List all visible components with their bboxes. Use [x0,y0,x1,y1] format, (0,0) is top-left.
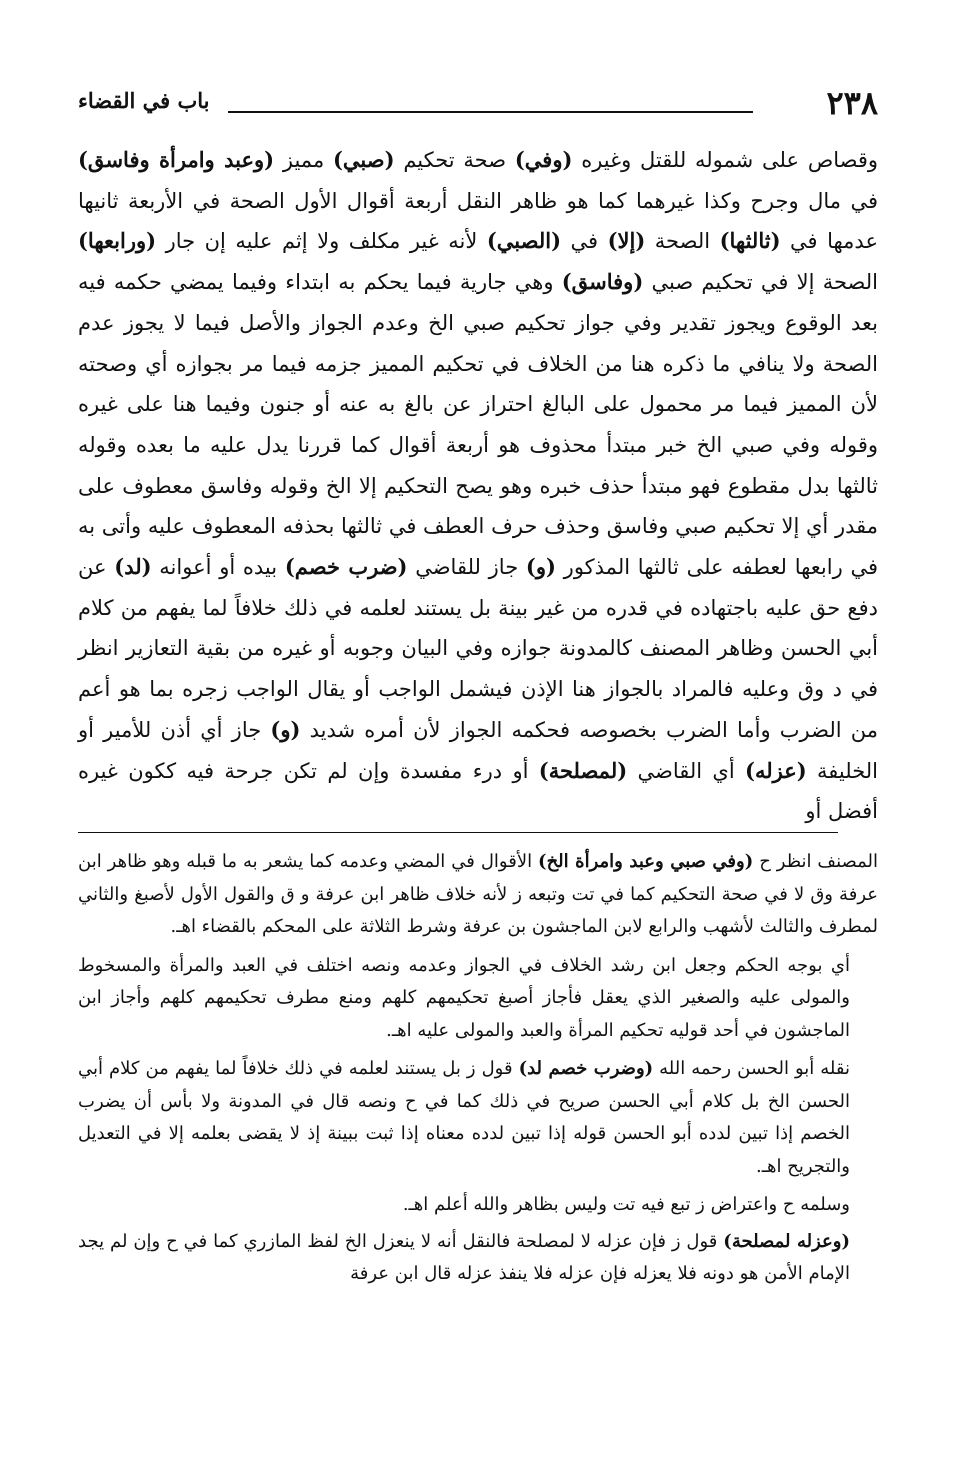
footnote-separator [78,832,838,833]
bold-term: (ورابعها) [78,228,157,254]
bold-term: (وفاسق) [561,269,644,295]
bold-term: (ضرب خصم) [284,554,408,580]
text-span: الأقوال في المضي وعدمه كما يشعر به ما قبله وهو ظاهر ابن عرفة وق لا في صحة التحكيم كما في تت وتبعه ز لأنه خلاف ظاهر ابن عرفة و ق والقول الأول لأصبغ والثاني لمطرف والثالث لأشهب والرابع لابن الماجشون بن عرفة وشرط الثلاثة على المحكم بالقضاء اهـ. [78,851,878,937]
text-span: الصحة [645,229,720,254]
bold-term: (لد) [114,554,152,580]
text-span: عن دفع حق عليه باجتهاده في قدره من غير بينة بل يستند لعلمه في ذلك خلافاً لما يفهم من كلام أبي الحسن وظاهر المصنف كالمدونة جوازه وفي البيان وجوبه أو غيره من بقية التعازير انظر في د وق وعليه فالمراد بالجواز هنا الإذن فيشمل الواجب أو يقال الواجب زجره بما هو أعم من الضرب وأما الضرب بخصوصه فحكمه الجواز لأن أمره شديد [78,555,878,742]
footnote-paragraph [78,846,878,944]
footnote-paragraph [78,1226,878,1291]
main-text [78,140,878,832]
main-paragraph [78,140,878,832]
footnote-paragraph: أي بوجه الحكم وجعل ابن رشد الخلاف في الجواز وعدمه ونصه اختلف في العبد والمرأة والمسخوط والمولى عليه والصغير الذي يعقل فأجاز أصبغ تحكيمهم كلهم ومنع مطرف تحكيمهم كلهم وأجاز ابن الماجشون في أحد قوليه تحكيم المرأة والعبد والمولى عليه اهـ. [78,954,850,1041]
text-span: في مال وجرح وكذا غيرهما كما هو ظاهر النقل أربعة أقوال الأول الصحة في الأربعة ثانيها عدمها في [78,188,878,254]
text-span: وقصاص على شموله للقتل وغيره [572,148,878,172]
bold-term: (ثالثها) [719,228,781,254]
text-span: نقله أبو الحسن رحمه الله [653,1058,850,1079]
running-header [78,78,878,126]
bold-term: (وفي) [514,147,573,172]
chapter-title: باب في القضاء [78,88,210,113]
text-span: في [561,229,608,254]
text-span: الصحة إلا في تحكيم صبي [643,270,878,295]
text-span: المصنف انظر ح [753,851,879,872]
text-span: قول ز بل يستند لعلمه في ذلك خلافاً لما يفهم من كلام أبي الحسن الخ بل كلام أبي الحسن صريح في ذلك كما في ح ونصه قال في المدونة ولا بأس أن يضرب الخصم إذا تبين لدده أبو الحسن قوله إذا تبين لدده معناه إذا ثبت ببينة إذ لا يقضى بعلمه إلا في التعديل والتجريح اهـ. [78,1058,850,1177]
bold-term: (الصبي) [486,228,562,254]
bold-term: (عزله) [745,757,807,783]
footnote-paragraph: وسلمه ح واعتراض ز تبع فيه تت وليس بظاهر والله أعلم اهـ. [402,1194,850,1215]
bold-term: (و) [525,554,556,580]
text-span: أي القاضي [627,758,746,783]
text-span: قول ز فإن عزله لا لمصلحة فالنقل أنه لا ينعزل الخ لفظ المازري كما في ح وإن لم يجد الإمام الأمن هو دونه فلا يعزله فإن عزله فلا ينفذ عزله قال ابن عرفة [78,1230,850,1284]
text-span: صحة تحكيم [394,148,515,172]
footnote-paragraph [78,1053,878,1183]
text-span: جاز أي أذن للأمير أو الخليفة [78,717,878,783]
text-span: لأنه غير مكلف ولا إثم عليه إن جار [156,229,487,254]
bold-term: (لمصلحة) [538,757,628,783]
bold-term: (وعبد وامرأة وفاسق) [78,147,275,172]
bold-term: (إلا) [607,228,646,254]
text-span: أو درء مفسدة وإن لم تكن جرحة فيه ككون غيره أفضل أو [78,758,878,824]
footnotes [78,846,878,1297]
text-span: جاز للقاضي [407,555,526,580]
bold-term: (وفي صبي وعبد وامرأة الخ) [538,851,754,872]
text-span: وهي جارية فيما يحكم به ابتداء وفيما يمضي حكمه فيه بعد الوقوع ويجوز تقدير وفي جواز تحكيم صبي الخ وعدم الجواز والأصل فيما لا يجوز عدم الصحة ولا ينافي ما ذكره هنا من الخلاف في تحكيم المميز جزمه فيما مر بجوازه أي وصحته لأن المميز فيما مر محمول على البالغ احتراز عن بالغ به عنه أو جنون وفيما هنا على غيره وقوله وفي صبي الخ خبر مبتدأ محذوف هو أربعة أقوال كما قررنا يدل عليه ما بعده وقوله ثالثها بدل مقطوع فهو مبتدأ حذف خبره وهو يصح التحكيم إلا الخ وقوله وفاسق معطوف على مقدر أي إلا تحكيم صبي وفاسق وحذف حرف العطف في ثالثها بحذفه المعطوف عليه وأتى به في رابعها لعطفه على ثالثها المذكور [78,270,879,580]
header-rule [228,111,753,113]
page-number: ٢٣٨ [826,84,878,122]
bold-term: (صبي) [332,147,395,172]
bold-term: (وعزله لمصلحة) [723,1230,850,1252]
bold-term: (وضرب خصم لد) [518,1058,654,1079]
text-span: بيده أو أعوانه [151,555,285,580]
text-span: مميز [274,148,333,172]
bold-term: (و) [270,716,301,742]
